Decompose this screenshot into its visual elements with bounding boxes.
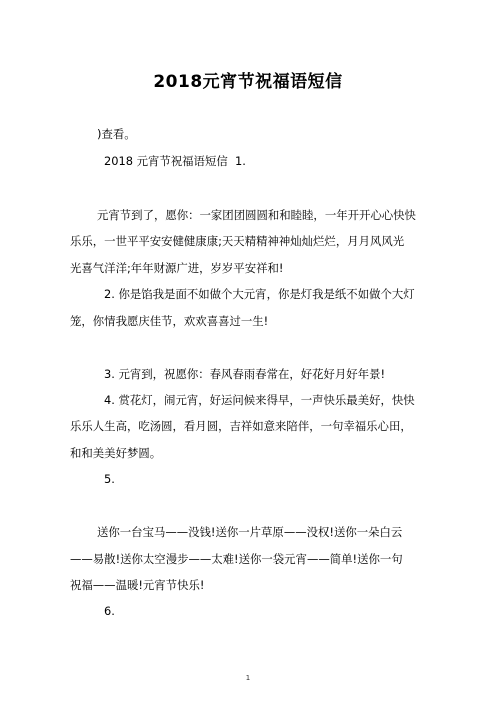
text-line-15: 祝福——温暖!元宵节快乐!	[70, 578, 205, 592]
text-line-6: 2. 你是馅我是面不如做个大元宵，你是灯我是纸不如做个大灯	[104, 287, 415, 301]
text-line-1: )查看。	[97, 127, 136, 141]
text-line-2: 2018 元宵节祝福语短信 1.	[104, 154, 246, 168]
text-line-9: 4. 赏花灯，闹元宵，好运问候来得早，一声快乐最美好，快快	[104, 393, 415, 407]
text-line-3: 元宵节到了，愿你：一家团团圆圆和和睦睦，一年开开心心快快	[97, 208, 416, 222]
text-line-5: 光喜气洋洋;年年财源广进，岁岁平安祥和!	[70, 261, 284, 275]
text-line-13: 送你一台宝马——没钱!送你一片草原——没权!送你一朵白云	[97, 525, 403, 539]
text-line-8: 3. 元宵到，祝愿你：春风春雨春常在，好花好月好年景!	[104, 367, 386, 381]
page-number: 1	[245, 674, 251, 682]
text-line-11: 和和美美好梦圆。	[70, 446, 162, 460]
text-line-4: 乐乐，一世平平安安健健康康;天天精精神神灿灿烂烂，月月风风光	[70, 234, 405, 248]
document-title: 2018元宵节祝福语短信	[153, 72, 343, 92]
text-line-10: 乐乐人生高，吃汤圆，看月圆，吉祥如意来陪伴，一句幸福乐心田，	[70, 419, 412, 433]
text-line-16: 6.	[104, 604, 115, 618]
text-line-14: ——易散!送你太空漫步——太难!送你一袋元宵——简单!送你一句	[70, 552, 403, 566]
text-line-12: 5.	[104, 472, 115, 486]
text-line-7: 笼，你情我愿庆佳节，欢欢喜喜过一生!	[70, 314, 269, 328]
